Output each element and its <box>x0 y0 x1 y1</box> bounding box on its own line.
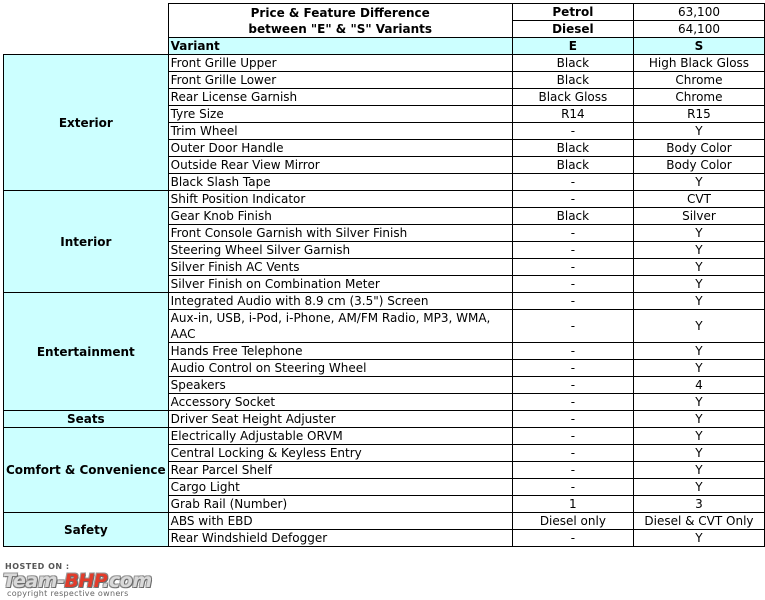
feature-name: Trim Wheel <box>168 123 512 140</box>
category-cell: Entertainment <box>4 293 169 411</box>
fuel-petrol-price: 63,100 <box>633 4 764 21</box>
variant-e-value: 1 <box>512 496 633 513</box>
feature-name: Electrically Adjustable ORVM <box>168 428 512 445</box>
variant-e-value: Black Gloss <box>512 89 633 106</box>
feature-name: Outside Rear View Mirror <box>168 157 512 174</box>
title-line-1: Price & Feature Difference <box>250 5 430 20</box>
variant-e-value: R14 <box>512 106 633 123</box>
variant-e-value: - <box>512 377 633 394</box>
variant-e-value: Black <box>512 55 633 72</box>
variant-s-value: 4 <box>633 377 764 394</box>
variant-e-value: - <box>512 411 633 428</box>
variant-s-value: Y <box>633 394 764 411</box>
variant-s-value: Y <box>633 360 764 377</box>
fuel-petrol-label: Petrol <box>512 4 633 21</box>
variant-s-value: Y <box>633 411 764 428</box>
title-line-2: between "E" & "S" Variants <box>248 21 433 36</box>
variant-e-value: - <box>512 293 633 310</box>
variant-e-value: - <box>512 445 633 462</box>
feature-name: Speakers <box>168 377 512 394</box>
feature-name: Rear License Garnish <box>168 89 512 106</box>
category-cell: Safety <box>4 513 169 547</box>
logo-com: .com <box>102 570 152 592</box>
variant-e-value: Black <box>512 72 633 89</box>
variant-e-value: - <box>512 191 633 208</box>
variant-e-value: - <box>512 259 633 276</box>
table-row <box>4 55 765 72</box>
variant-s-value: Y <box>633 242 764 259</box>
table-row <box>4 411 765 428</box>
variant-s-value: Y <box>633 310 764 343</box>
feature-name: Rear Windshield Defogger <box>168 530 512 547</box>
variant-e-value: - <box>512 310 633 343</box>
feature-name: Black Slash Tape <box>168 174 512 191</box>
variant-s-value: Body Color <box>633 140 764 157</box>
variant-e-value: - <box>512 462 633 479</box>
category-cell: Seats <box>4 411 169 428</box>
variant-e-value: - <box>512 428 633 445</box>
variant-e-value: - <box>512 479 633 496</box>
feature-name: Outer Door Handle <box>168 140 512 157</box>
fuel-diesel-price: 64,100 <box>633 21 764 38</box>
feature-name: Front Console Garnish with Silver Finish <box>168 225 512 242</box>
variant-e-value: - <box>512 225 633 242</box>
variant-s-value: Y <box>633 530 764 547</box>
feature-name: Integrated Audio with 8.9 cm (3.5") Screen <box>168 293 512 310</box>
variant-e-value: - <box>512 343 633 360</box>
variant-s-value: Diesel & CVT Only <box>633 513 764 530</box>
feature-name: Front Grille Upper <box>168 55 512 72</box>
variant-e-value: - <box>512 242 633 259</box>
variant-s-value: Y <box>633 428 764 445</box>
variant-e-value: - <box>512 174 633 191</box>
variant-s-value: Chrome <box>633 72 764 89</box>
variant-s-value: R15 <box>633 106 764 123</box>
feature-name: Rear Parcel Shelf <box>168 462 512 479</box>
feature-name: Audio Control on Steering Wheel <box>168 360 512 377</box>
variant-s-value: Y <box>633 123 764 140</box>
variant-s-value: High Black Gloss <box>633 55 764 72</box>
feature-name: Silver Finish on Combination Meter <box>168 276 512 293</box>
variant-s-value: Y <box>633 462 764 479</box>
variant-e-value: - <box>512 360 633 377</box>
variant-s-header: S <box>633 38 764 55</box>
table-row <box>4 513 765 530</box>
category-cell: Exterior <box>4 55 169 191</box>
variant-s-value: Y <box>633 225 764 242</box>
feature-name: Cargo Light <box>168 479 512 496</box>
variant-s-value: Y <box>633 174 764 191</box>
logo-team: Team- <box>3 570 65 592</box>
table-row <box>4 293 765 310</box>
feature-comparison-table <box>3 3 765 547</box>
feature-name: Gear Knob Finish <box>168 208 512 225</box>
variant-e-value: Black <box>512 208 633 225</box>
variant-e-header: E <box>512 38 633 55</box>
hosted-on-text: HOSTED ON : <box>5 562 70 571</box>
category-cell: Comfort & Convenience <box>4 428 169 513</box>
feature-name: Central Locking & Keyless Entry <box>168 445 512 462</box>
variant-s-value: Body Color <box>633 157 764 174</box>
team-bhp-watermark <box>3 560 198 598</box>
variant-s-value: CVT <box>633 191 764 208</box>
copyright-text: copyright respective owners <box>7 589 129 598</box>
variant-e-value: - <box>512 394 633 411</box>
variant-header: Variant <box>168 38 512 55</box>
feature-name: Accessory Socket <box>168 394 512 411</box>
variant-e-value: Black <box>512 140 633 157</box>
feature-name: Grab Rail (Number) <box>168 496 512 513</box>
feature-name: Aux-in, USB, i-Pod, i-Phone, AM/FM Radio, MP3, WMA, AAC <box>168 310 512 343</box>
variant-s-value: Chrome <box>633 89 764 106</box>
variant-e-value: Black <box>512 157 633 174</box>
variant-s-value: Y <box>633 259 764 276</box>
logo-bhp: BHP <box>64 570 103 592</box>
variant-e-value: - <box>512 530 633 547</box>
variant-s-value: 3 <box>633 496 764 513</box>
variant-s-value: Y <box>633 276 764 293</box>
variant-s-value: Y <box>633 445 764 462</box>
variant-s-value: Silver <box>633 208 764 225</box>
category-cell: Interior <box>4 191 169 293</box>
table-title <box>168 4 512 38</box>
feature-name: Tyre Size <box>168 106 512 123</box>
feature-name: Driver Seat Height Adjuster <box>168 411 512 428</box>
table-row <box>4 191 765 208</box>
fuel-diesel-label: Diesel <box>512 21 633 38</box>
variant-e-value: - <box>512 276 633 293</box>
feature-name: ABS with EBD <box>168 513 512 530</box>
feature-name: Steering Wheel Silver Garnish <box>168 242 512 259</box>
feature-name: Shift Position Indicator <box>168 191 512 208</box>
feature-name: Silver Finish AC Vents <box>168 259 512 276</box>
blank-corner <box>4 4 169 38</box>
variant-s-value: Y <box>633 293 764 310</box>
variant-e-value: Diesel only <box>512 513 633 530</box>
variant-s-value: Y <box>633 343 764 360</box>
feature-name: Front Grille Lower <box>168 72 512 89</box>
table-row <box>4 428 765 445</box>
feature-name: Hands Free Telephone <box>168 343 512 360</box>
blank-left <box>4 38 169 55</box>
variant-e-value: - <box>512 123 633 140</box>
variant-s-value: Y <box>633 479 764 496</box>
